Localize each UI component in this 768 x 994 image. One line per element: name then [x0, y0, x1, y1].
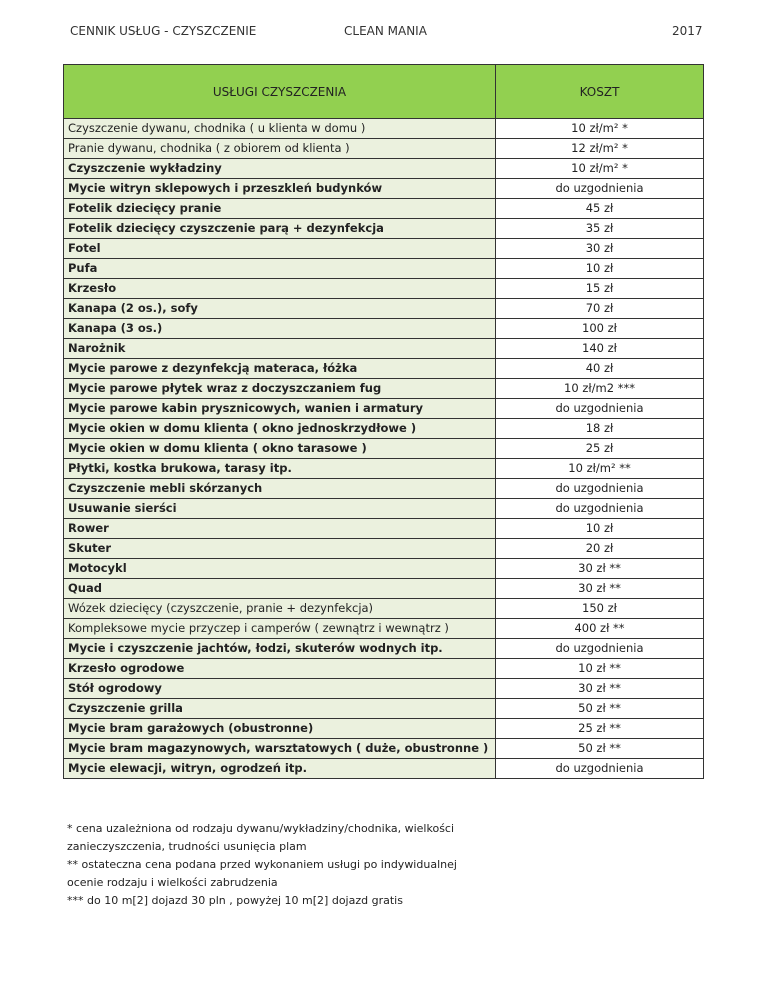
service-cell: Kompleksowe mycie przyczep i camperów ( zewnątrz i wewnątrz )	[64, 619, 496, 639]
column-header-service: USŁUGI CZYSZCZENIA	[64, 65, 496, 119]
header-company: CLEAN MANIA	[344, 24, 427, 38]
table-row	[64, 219, 704, 239]
service-cell: Quad	[64, 579, 496, 599]
cost-cell: 25 zł **	[496, 719, 704, 739]
table-row	[64, 559, 704, 579]
table-row	[64, 399, 704, 419]
service-cell: Czyszczenie grilla	[64, 699, 496, 719]
table-row	[64, 459, 704, 479]
header-year: 2017	[672, 24, 703, 38]
table-row	[64, 179, 704, 199]
table-row	[64, 719, 704, 739]
cost-cell: 30 zł **	[496, 679, 704, 699]
service-cell: Fotel	[64, 239, 496, 259]
cost-cell: 70 zł	[496, 299, 704, 319]
service-cell: Usuwanie sierści	[64, 499, 496, 519]
service-cell: Fotelik dziecięcy czyszczenie parą + dezynfekcja	[64, 219, 496, 239]
page-header	[0, 24, 768, 44]
cost-cell: 10 zł	[496, 259, 704, 279]
service-cell: Fotelik dziecięcy pranie	[64, 199, 496, 219]
cost-cell: do uzgodnienia	[496, 499, 704, 519]
service-cell: Mycie okien w domu klienta ( okno tarasowe )	[64, 439, 496, 459]
table-row	[64, 659, 704, 679]
service-cell: Pranie dywanu, chodnika ( z obiorem od klienta )	[64, 139, 496, 159]
cost-cell: 100 zł	[496, 319, 704, 339]
cost-cell: 15 zł	[496, 279, 704, 299]
table-row	[64, 679, 704, 699]
cost-cell: 150 zł	[496, 599, 704, 619]
table-header-row	[64, 65, 704, 119]
service-cell: Wózek dziecięcy (czyszczenie, pranie + dezynfekcja)	[64, 599, 496, 619]
cost-cell: 25 zł	[496, 439, 704, 459]
cost-cell: 18 zł	[496, 419, 704, 439]
table-row	[64, 159, 704, 179]
price-table	[63, 64, 704, 779]
service-cell: Czyszczenie dywanu, chodnika ( u klienta w domu )	[64, 119, 496, 139]
table-row	[64, 639, 704, 659]
service-cell: Mycie okien w domu klienta ( okno jednoskrzydłowe )	[64, 419, 496, 439]
table-row	[64, 739, 704, 759]
table-row	[64, 699, 704, 719]
price-table-body	[64, 119, 704, 779]
service-cell: Płytki, kostka brukowa, tarasy itp.	[64, 459, 496, 479]
cost-cell: 30 zł **	[496, 559, 704, 579]
service-cell: Mycie parowe z dezynfekcją materaca, łóżka	[64, 359, 496, 379]
header-title: CENNIK USŁUG - CZYSZCZENIE	[70, 24, 257, 38]
table-row	[64, 599, 704, 619]
cost-cell: 10 zł/m² **	[496, 459, 704, 479]
footnote-3: *** do 10 m[2] dojazd 30 pln , powyżej 10 m[2] dojazd gratis	[67, 894, 403, 907]
table-row	[64, 319, 704, 339]
footnotes	[67, 820, 487, 910]
cost-cell: 10 zł **	[496, 659, 704, 679]
table-row	[64, 239, 704, 259]
table-row	[64, 339, 704, 359]
cost-cell: 45 zł	[496, 199, 704, 219]
table-row	[64, 519, 704, 539]
cost-cell: 10 zł	[496, 519, 704, 539]
service-cell: Stół ogrodowy	[64, 679, 496, 699]
table-row	[64, 439, 704, 459]
table-row	[64, 419, 704, 439]
cost-cell: 50 zł **	[496, 699, 704, 719]
service-cell: Mycie elewacji, witryn, ogrodzeń itp.	[64, 759, 496, 779]
service-cell: Kanapa (3 os.)	[64, 319, 496, 339]
table-row	[64, 199, 704, 219]
table-row	[64, 759, 704, 779]
service-cell: Czyszczenie mebli skórzanych	[64, 479, 496, 499]
service-cell: Mycie bram magazynowych, warsztatowych ( duże, obustronne )	[64, 739, 496, 759]
table-row	[64, 379, 704, 399]
cost-cell: 35 zł	[496, 219, 704, 239]
cost-cell: 140 zł	[496, 339, 704, 359]
table-row	[64, 499, 704, 519]
cost-cell: 30 zł **	[496, 579, 704, 599]
table-row	[64, 539, 704, 559]
service-cell: Rower	[64, 519, 496, 539]
table-row	[64, 479, 704, 499]
service-cell: Mycie parowe płytek wraz z doczyszczaniem fug	[64, 379, 496, 399]
cost-cell: 10 zł/m² *	[496, 159, 704, 179]
service-cell: Mycie parowe kabin prysznicowych, wanien i armatury	[64, 399, 496, 419]
service-cell: Skuter	[64, 539, 496, 559]
table-row	[64, 359, 704, 379]
table-row	[64, 299, 704, 319]
cost-cell: do uzgodnienia	[496, 479, 704, 499]
service-cell: Mycie bram garażowych (obustronne)	[64, 719, 496, 739]
cost-cell: 20 zł	[496, 539, 704, 559]
service-cell: Motocykl	[64, 559, 496, 579]
cost-cell: do uzgodnienia	[496, 179, 704, 199]
table-row	[64, 619, 704, 639]
cost-cell: do uzgodnienia	[496, 639, 704, 659]
column-header-cost: KOSZT	[496, 65, 704, 119]
cost-cell: 30 zł	[496, 239, 704, 259]
footnote-1: * cena uzależniona od rodzaju dywanu/wykładziny/chodnika, wielkości zanieczyszczenia, trudności usunięcia plam	[67, 822, 455, 853]
cost-cell: 10 zł/m2 ***	[496, 379, 704, 399]
table-row	[64, 119, 704, 139]
table-row	[64, 579, 704, 599]
service-cell: Czyszczenie wykładziny	[64, 159, 496, 179]
cost-cell: 12 zł/m² *	[496, 139, 704, 159]
service-cell: Krzesło	[64, 279, 496, 299]
cost-cell: 400 zł **	[496, 619, 704, 639]
cost-cell: 40 zł	[496, 359, 704, 379]
service-cell: Narożnik	[64, 339, 496, 359]
service-cell: Mycie witryn sklepowych i przeszkleń budynków	[64, 179, 496, 199]
footnote-2: ** ostateczna cena podana przed wykonaniem usługi po indywidualnej ocenie rodzaju i wielkości zabrudzenia	[67, 858, 457, 889]
cost-cell: 10 zł/m² *	[496, 119, 704, 139]
cost-cell: do uzgodnienia	[496, 399, 704, 419]
table-row	[64, 139, 704, 159]
service-cell: Pufa	[64, 259, 496, 279]
table-row	[64, 259, 704, 279]
service-cell: Krzesło ogrodowe	[64, 659, 496, 679]
cost-cell: 50 zł **	[496, 739, 704, 759]
service-cell: Kanapa (2 os.), sofy	[64, 299, 496, 319]
service-cell: Mycie i czyszczenie jachtów, łodzi, skuterów wodnych itp.	[64, 639, 496, 659]
cost-cell: do uzgodnienia	[496, 759, 704, 779]
table-row	[64, 279, 704, 299]
